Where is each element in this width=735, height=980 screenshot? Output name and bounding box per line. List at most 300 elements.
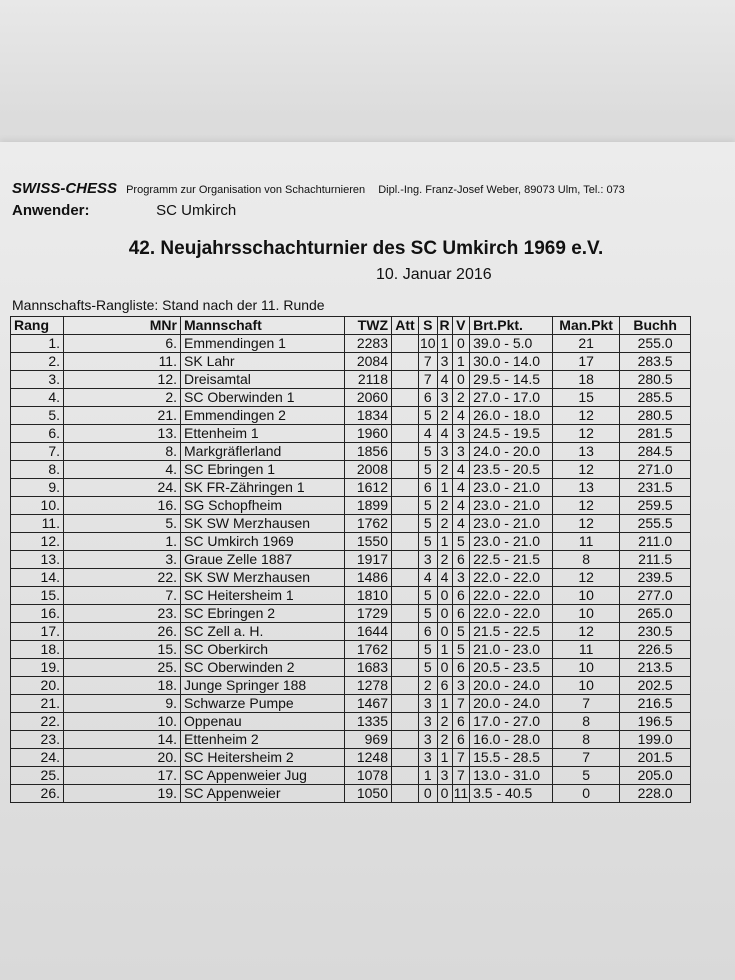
cell-v: 4 [452,407,470,425]
table-row [11,551,691,569]
cell-s: 4 [419,569,438,587]
cell-r: 1 [437,695,452,713]
cell-buchholz: 281.5 [620,425,691,443]
cell-mnr: 6. [64,335,181,353]
cell-twz: 2084 [345,353,392,371]
cell-mannschaftspunkte: 12 [553,461,620,479]
cell-mannschaft: Emmendingen 2 [181,407,345,425]
cell-buchholz: 211.0 [620,533,691,551]
table-row [11,623,691,641]
cell-v: 6 [452,659,470,677]
cell-att [392,659,419,677]
cell-att [392,497,419,515]
cell-mannschaft: SC Heitersheim 2 [181,749,345,767]
cell-twz: 1683 [345,659,392,677]
cell-twz: 2283 [345,335,392,353]
cell-s: 6 [419,389,438,407]
cell-s: 2 [419,677,438,695]
col-header-mannschaft: Mannschaft [181,317,345,335]
cell-att [392,677,419,695]
cell-brettpunkte: 22.0 - 22.0 [470,605,553,623]
cell-buchholz: 277.0 [620,587,691,605]
cell-twz: 1762 [345,515,392,533]
table-row [11,461,691,479]
cell-rang: 4. [11,389,64,407]
cell-att [392,461,419,479]
cell-mannschaftspunkte: 10 [553,677,620,695]
cell-mannschaft: SC Appenweier [181,785,345,803]
cell-s: 10 [420,335,436,351]
cell-s: 3 [419,695,438,713]
cell-rang: 21. [11,695,64,713]
cell-s: 5 [419,605,438,623]
cell-s: 1 [419,767,438,785]
cell-s: 3 [419,713,438,731]
ranking-table [10,316,691,803]
cell-mannschaft: SC Oberwinden 2 [181,659,345,677]
cell-mannschaft: Dreisamtal [181,371,345,389]
cell-mnr: 19. [64,785,181,803]
cell-rang: 6. [11,425,64,443]
cell-mannschaftspunkte: 13 [553,443,620,461]
cell-brettpunkte: 29.5 - 14.5 [470,371,553,389]
cell-r: 4 [437,569,452,587]
cell-att [392,479,419,497]
table-row [11,695,691,713]
cell-r: 0 [437,605,452,623]
cell-s: 5 [419,533,438,551]
cell-twz: 1335 [345,713,392,731]
table-row [11,587,691,605]
cell-mannschaft: SC Oberkirch [181,641,345,659]
col-header-mnr: MNr [64,317,181,335]
cell-brettpunkte: 21.0 - 23.0 [470,641,553,659]
cell-v: 6 [452,731,470,749]
cell-r: 1 [437,335,452,353]
cell-v: 3 [452,425,470,443]
cell-s: 3 [419,551,438,569]
cell-r: 2 [437,407,452,425]
cell-v: 4 [452,479,470,497]
cell-mannschaftspunkte: 18 [553,371,620,389]
col-header-twz: TWZ [345,317,392,335]
cell-s: 3 [419,731,438,749]
brand-name: SWISS-CHESS [12,180,118,197]
cell-v: 6 [452,551,470,569]
cell-buchholz: 205.0 [620,767,691,785]
cell-r: 3 [437,389,452,407]
cell-att [392,551,419,569]
cell-mannschaft: SC Zell a. H. [181,623,345,641]
cell-rang: 8. [11,461,64,479]
cell-v: 7 [452,695,470,713]
cell-buchholz: 283.5 [620,353,691,371]
cell-twz: 1960 [345,425,392,443]
cell-v: 6 [452,587,470,605]
cell-mannschaftspunkte: 10 [553,605,620,623]
cell-v: 1 [452,353,470,371]
printed-sheet [0,142,735,980]
table-caption: Mannschafts-Rangliste: Stand nach der 11. Runde [12,297,325,313]
cell-twz: 2008 [345,461,392,479]
cell-mnr: 13. [64,425,181,443]
cell-twz: 1856 [345,443,392,461]
col-header-brettpunkte: Brt.Pkt. [470,317,553,335]
cell-rang: 14. [11,569,64,587]
cell-att [392,569,419,587]
cell-mannschaft: SK SW Merzhausen [181,515,345,533]
cell-mnr: 18. [64,677,181,695]
cell-mannschaftspunkte: 17 [553,353,620,371]
tournament-title: 42. Neujahrsschachturnier des SC Umkirch 1969 e.V. [128,238,604,259]
cell-mannschaft: SC Oberwinden 1 [181,389,345,407]
program-header [12,180,625,197]
table-body [11,335,691,803]
author-info: Dipl.-Ing. Franz-Josef Weber, 89073 Ulm, Tel.: 073 [378,184,625,196]
cell-buchholz: 211.5 [620,551,691,569]
cell-v: 7 [452,767,470,785]
cell-s: 3 [419,749,438,767]
cell-r: 0 [437,623,452,641]
cell-twz: 1810 [345,587,392,605]
cell-brettpunkte: 23.0 - 21.0 [470,479,553,497]
cell-buchholz: 255.5 [620,515,691,533]
cell-mannschaftspunkte: 21 [553,335,620,353]
cell-v: 0 [452,335,470,353]
cell-rang: 3. [11,371,64,389]
table-row [11,335,691,353]
cell-s: 0 [419,785,438,803]
cell-mannschaftspunkte: 12 [553,497,620,515]
cell-r: 3 [437,443,452,461]
cell-mannschaft: Ettenheim 2 [181,731,345,749]
cell-rang: 15. [11,587,64,605]
cell-rang: 20. [11,677,64,695]
table-row [11,425,691,443]
cell-twz: 1917 [345,551,392,569]
cell-v: 5 [452,533,470,551]
cell-mnr: 11. [64,353,181,371]
cell-s: 4 [419,425,438,443]
cell-rang: 12. [11,533,64,551]
cell-mannschaft: SC Appenweier Jug [181,767,345,785]
cell-r: 2 [437,461,452,479]
cell-att [392,713,419,731]
cell-mannschaft: SK Lahr [181,353,345,371]
cell-mannschaftspunkte: 10 [553,587,620,605]
cell-mnr: 8. [64,443,181,461]
cell-buchholz: 285.5 [620,389,691,407]
cell-v: 4 [452,497,470,515]
cell-r: 3 [437,353,452,371]
cell-brettpunkte: 3.5 - 40.5 [470,785,553,803]
cell-att [392,785,419,803]
cell-mannschaft: SK SW Merzhausen [181,569,345,587]
cell-r: 2 [437,497,452,515]
table-row [11,767,691,785]
cell-v: 6 [452,713,470,731]
user-line [12,202,236,219]
cell-brettpunkte: 23.0 - 21.0 [470,515,553,533]
cell-buchholz: 226.5 [620,641,691,659]
cell-mnr: 14. [64,731,181,749]
col-header-att: Att [392,317,419,335]
cell-r: 2 [437,731,452,749]
cell-mnr: 5. [64,515,181,533]
table-row [11,479,691,497]
cell-v: 2 [452,389,470,407]
cell-v: 3 [452,569,470,587]
table-row [11,605,691,623]
cell-brettpunkte: 22.0 - 22.0 [470,569,553,587]
cell-s: 6 [419,623,438,641]
cell-buchholz: 271.0 [620,461,691,479]
cell-att [392,335,419,353]
cell-r: 1 [437,641,452,659]
user-value: SC Umkirch [156,202,237,219]
cell-s: 5 [419,515,438,533]
user-label: Anwender: [12,202,90,219]
cell-brettpunkte: 20.0 - 24.0 [470,677,553,695]
cell-mannschaft: SC Umkirch 1969 [181,533,345,551]
table-row [11,371,691,389]
cell-mannschaftspunkte: 15 [553,389,620,407]
cell-att [392,767,419,785]
cell-mannschaftspunkte: 8 [553,551,620,569]
cell-twz: 1467 [345,695,392,713]
cell-brettpunkte: 13.0 - 31.0 [470,767,553,785]
cell-mnr: 26. [64,623,181,641]
cell-brettpunkte: 27.0 - 17.0 [470,389,553,407]
cell-buchholz: 201.5 [620,749,691,767]
cell-mannschaftspunkte: 11 [553,641,620,659]
cell-twz: 1248 [345,749,392,767]
cell-rang: 10. [11,497,64,515]
cell-mannschaft: SG Schopfheim [181,497,345,515]
cell-mannschaftspunkte: 8 [553,731,620,749]
table-row [11,731,691,749]
cell-r: 0 [437,785,452,803]
cell-mnr: 25. [64,659,181,677]
table-row [11,533,691,551]
table-row [11,713,691,731]
cell-mnr: 3. [64,551,181,569]
cell-mannschaftspunkte: 11 [553,533,620,551]
cell-s: 5 [419,587,438,605]
cell-mnr: 15. [64,641,181,659]
cell-att [392,353,419,371]
cell-r: 6 [437,677,452,695]
cell-rang: 13. [11,551,64,569]
cell-mnr: 23. [64,605,181,623]
cell-mannschaft: Oppenau [181,713,345,731]
table-row [11,443,691,461]
cell-brettpunkte: 17.0 - 27.0 [470,713,553,731]
cell-brettpunkte: 15.5 - 28.5 [470,749,553,767]
cell-brettpunkte: 24.5 - 19.5 [470,425,553,443]
cell-mannschaft: Emmendingen 1 [181,335,345,353]
cell-att [392,389,419,407]
cell-mannschaftspunkte: 12 [553,425,620,443]
cell-v: 11 [453,785,469,801]
cell-s: 6 [419,479,438,497]
table-row [11,353,691,371]
cell-mannschaft: Junge Springer 188 [181,677,345,695]
cell-att [392,605,419,623]
table-row [11,677,691,695]
table-row [11,497,691,515]
cell-s: 7 [419,371,438,389]
cell-mannschaft: SC Ebringen 1 [181,461,345,479]
cell-mnr: 20. [64,749,181,767]
cell-mannschaftspunkte: 12 [553,515,620,533]
cell-brettpunkte: 23.0 - 21.0 [470,497,553,515]
cell-twz: 1050 [345,785,392,803]
cell-buchholz: 196.5 [620,713,691,731]
cell-mnr: 12. [64,371,181,389]
cell-twz: 1834 [345,407,392,425]
cell-twz: 2118 [345,371,392,389]
cell-buchholz: 216.5 [620,695,691,713]
cell-twz: 1729 [345,605,392,623]
cell-buchholz: 213.5 [620,659,691,677]
table-row [11,407,691,425]
cell-rang: 2. [11,353,64,371]
cell-mnr: 21. [64,407,181,425]
cell-v: 4 [452,461,470,479]
cell-mannschaftspunkte: 12 [553,569,620,587]
cell-mannschaft: Schwarze Pumpe [181,695,345,713]
cell-twz: 1899 [345,497,392,515]
cell-v: 0 [452,371,470,389]
cell-rang: 19. [11,659,64,677]
cell-r: 1 [437,479,452,497]
cell-mnr: 2. [64,389,181,407]
cell-v: 7 [452,749,470,767]
cell-brettpunkte: 23.0 - 21.0 [470,533,553,551]
cell-mnr: 17. [64,767,181,785]
cell-twz: 1486 [345,569,392,587]
cell-buchholz: 202.5 [620,677,691,695]
cell-buchholz: 199.0 [620,731,691,749]
cell-buchholz: 280.5 [620,371,691,389]
cell-att [392,533,419,551]
cell-mnr: 24. [64,479,181,497]
cell-att [392,443,419,461]
cell-r: 1 [437,533,452,551]
cell-buchholz: 231.5 [620,479,691,497]
cell-brettpunkte: 22.5 - 21.5 [470,551,553,569]
cell-v: 3 [452,677,470,695]
cell-mannschaftspunkte: 8 [553,713,620,731]
col-header-v: V [452,317,470,335]
cell-brettpunkte: 21.5 - 22.5 [470,623,553,641]
cell-v: 5 [452,623,470,641]
cell-brettpunkte: 22.0 - 22.0 [470,587,553,605]
cell-rang: 17. [11,623,64,641]
cell-mannschaft: Markgräflerland [181,443,345,461]
col-header-buchholz: Buchh [620,317,691,335]
col-header-r: R [437,317,452,335]
cell-s: 5 [419,407,438,425]
cell-mannschaftspunkte: 7 [553,695,620,713]
cell-mnr: 16. [64,497,181,515]
cell-buchholz: 265.0 [620,605,691,623]
cell-att [392,623,419,641]
cell-s: 5 [419,641,438,659]
cell-mannschaft: SC Heitersheim 1 [181,587,345,605]
cell-rang: 5. [11,407,64,425]
cell-twz: 1078 [345,767,392,785]
cell-att [392,407,419,425]
cell-brettpunkte: 39.0 - 5.0 [470,335,553,353]
cell-rang: 26. [11,785,64,803]
cell-v: 4 [452,515,470,533]
cell-buchholz: 239.5 [620,569,691,587]
cell-mannschaftspunkte: 12 [553,407,620,425]
cell-rang: 24. [11,749,64,767]
cell-twz: 1550 [345,533,392,551]
tournament-date: 10. Januar 2016 [376,266,492,283]
cell-s: 5 [419,497,438,515]
cell-att [392,641,419,659]
cell-att [392,371,419,389]
cell-buchholz: 230.5 [620,623,691,641]
cell-mnr: 4. [64,461,181,479]
cell-r: 4 [437,425,452,443]
cell-buchholz: 255.0 [620,335,691,353]
cell-att [392,749,419,767]
program-description: Programm zur Organisation von Schachturnieren [126,184,366,196]
cell-rang: 25. [11,767,64,785]
cell-mannschaftspunkte: 13 [553,479,620,497]
cell-brettpunkte: 16.0 - 28.0 [470,731,553,749]
cell-rang: 23. [11,731,64,749]
table-row [11,389,691,407]
cell-rang: 22. [11,713,64,731]
cell-mnr: 1. [64,533,181,551]
table-row [11,785,691,803]
cell-s: 5 [419,659,438,677]
table-row [11,641,691,659]
cell-brettpunkte: 24.0 - 20.0 [470,443,553,461]
cell-brettpunkte: 26.0 - 18.0 [470,407,553,425]
cell-mnr: 22. [64,569,181,587]
cell-r: 2 [437,551,452,569]
cell-twz: 969 [345,731,392,749]
cell-s: 5 [419,443,438,461]
cell-r: 1 [437,749,452,767]
cell-buchholz: 280.5 [620,407,691,425]
cell-r: 3 [437,767,452,785]
cell-buchholz: 228.0 [620,785,691,803]
cell-rang: 7. [11,443,64,461]
cell-mnr: 10. [64,713,181,731]
cell-r: 4 [437,371,452,389]
cell-mannschaftspunkte: 10 [553,659,620,677]
cell-rang: 18. [11,641,64,659]
cell-buchholz: 259.5 [620,497,691,515]
cell-v: 5 [452,641,470,659]
cell-att [392,515,419,533]
cell-att [392,425,419,443]
cell-twz: 1278 [345,677,392,695]
cell-twz: 1612 [345,479,392,497]
cell-rang: 16. [11,605,64,623]
cell-mannschaft: Ettenheim 1 [181,425,345,443]
col-header-s: S [419,317,438,335]
cell-mnr: 7. [64,587,181,605]
